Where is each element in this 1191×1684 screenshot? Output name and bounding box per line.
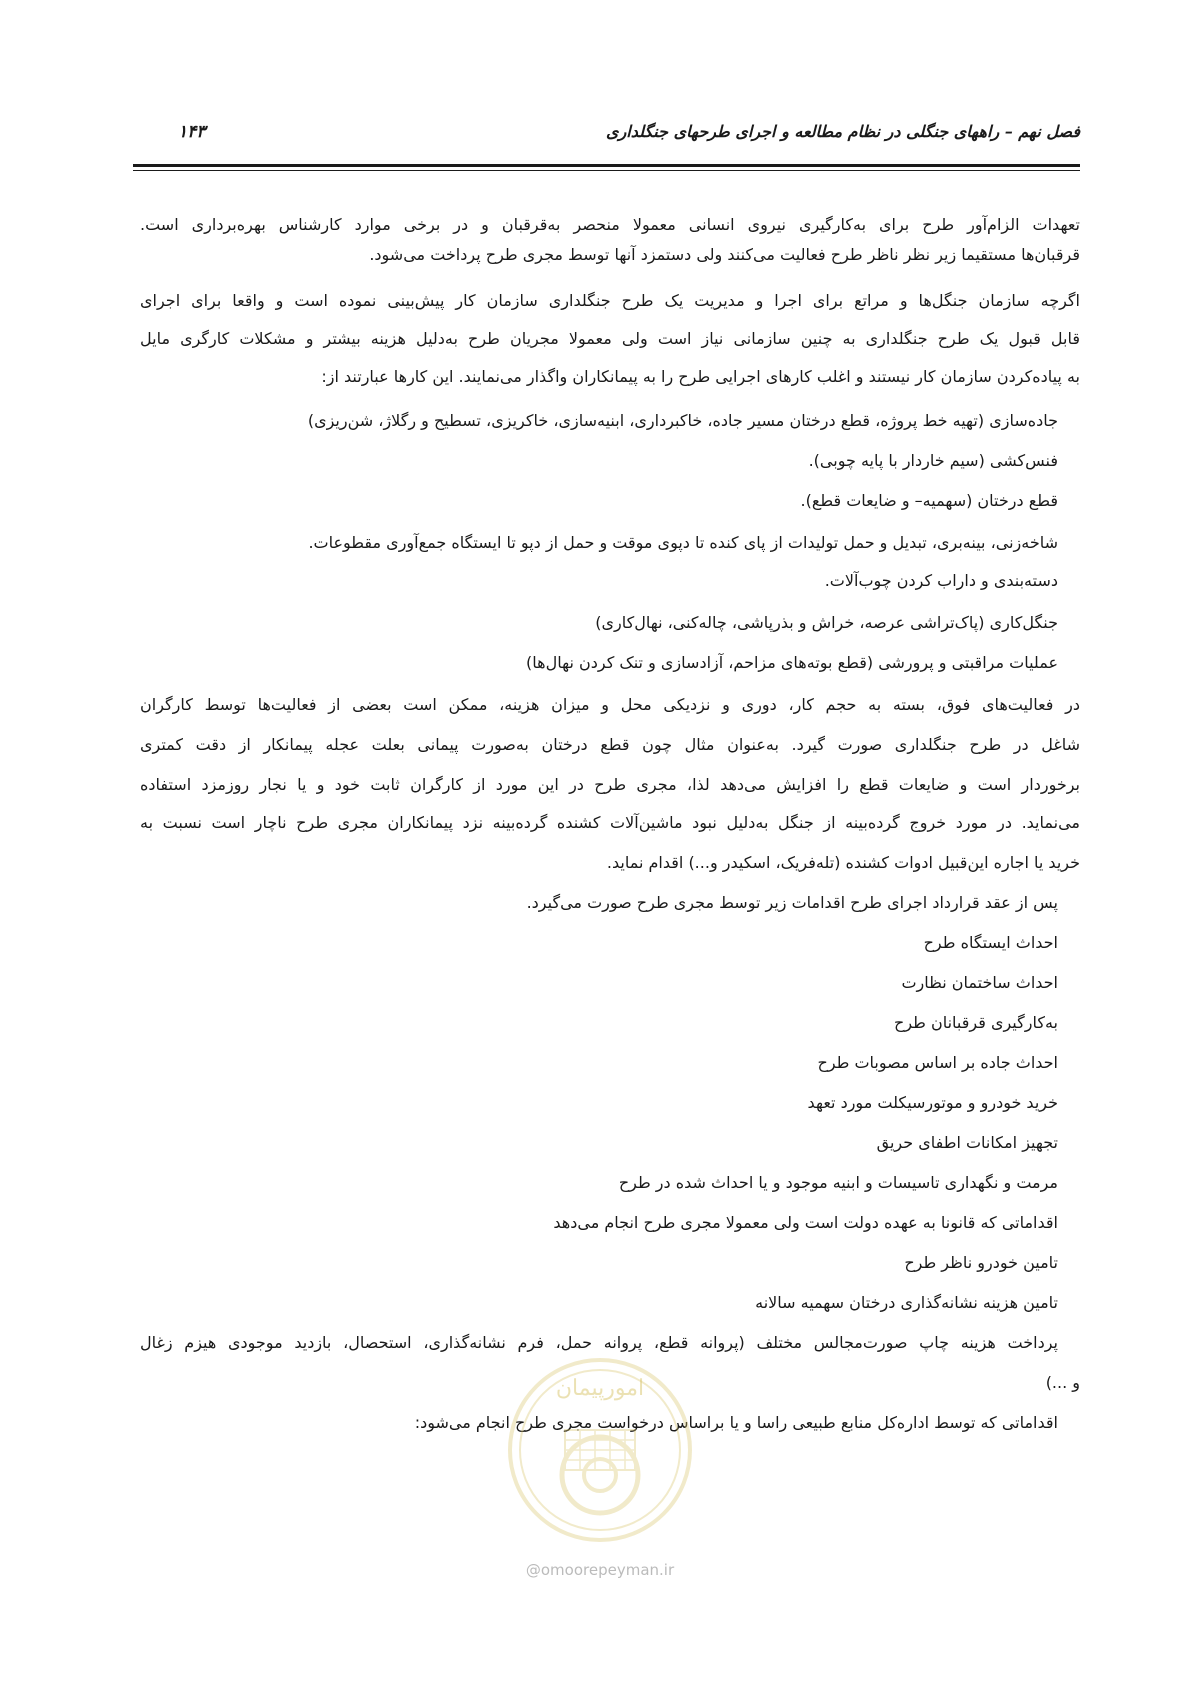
list-item: اقداماتی که قانونا به عهده دولت است ولی معمولا مجری طرح انجام می‌دهد bbox=[553, 1213, 1058, 1232]
list-item: عملیات مراقبتی و پرورشی (قطع بوته‌های مزاحم، آزادسازی و تنک کردن نهال‌ها) bbox=[526, 653, 1058, 672]
header-rule-thick bbox=[133, 164, 1080, 167]
paragraph-line: برخوردار است و ضایعات قطع را افزایش می‌دهد لذا، مجری طرح در این مورد از کارگران ثابت خود و یا نجار روزمزد استفاده bbox=[140, 775, 1080, 794]
paragraph-line: قابل قبول یک طرح جنگلداری به چنین سازمانی نیاز است ولی معمولا مجریان طرح به‌دلیل هزینه بیشتر و مشکلات کارگری مایل bbox=[140, 329, 1080, 348]
chapter-title: فصل نهم – راههای جنگلی در نظام مطالعه و اجرای طرحهای جنگلداری bbox=[606, 122, 1080, 141]
list-item: فنس‌کشی (سیم خاردار با پایه چوبی). bbox=[808, 451, 1058, 470]
list-item-continuation: و ...) bbox=[1045, 1373, 1080, 1392]
list-item: پرداخت هزینه چاپ صورت‌مجالس مختلف (پروانه قطع، پروانه حمل، فرم نشانه‌گذاری، استحصال، بازدید موجودی هیزم زغال bbox=[140, 1333, 1058, 1352]
page-number: ۱۴۳ bbox=[178, 122, 206, 142]
paragraph-line: اگرچه سازمان جنگل‌ها و مراتع برای اجرا و مدیریت یک طرح جنگلداری سازمان کار پیش‌بینی نموده است و واقعا برای اجرای bbox=[140, 291, 1080, 310]
list-item: جاده‌سازی (تهیه خط پروژه، قطع درختان مسیر جاده، خاکبرداری، ابنیه‌سازی، خاکریزی، تسطیح و رگلاژ، شن‌ریزی) bbox=[307, 411, 1058, 430]
watermark-logo-text: امورپیمان bbox=[555, 1376, 645, 1401]
list-item: تامین هزینه نشانه‌گذاری درختان سهمیه سالانه bbox=[755, 1293, 1058, 1312]
paragraph-line: شاغل در طرح جنگلداری صورت گیرد. به‌عنوان مثال چون قطع درختان به‌صورت پیمانی بعلت عجله پیمانکار از دقت کمتری bbox=[140, 735, 1080, 754]
watermark-seal-icon bbox=[495, 1340, 705, 1580]
closing-line: اقداماتی که توسط اداره‌کل منابع طبیعی راسا و یا براساس درخواست مجری طرح انجام می‌شود: bbox=[414, 1413, 1058, 1432]
list-item: قطع درختان (سهمیه– و ضایعات قطع). bbox=[800, 491, 1058, 510]
page-header bbox=[148, 122, 1080, 152]
paragraph-line: می‌نماید. در مورد خروج گرده‌بینه از جنگل به‌دلیل نبود ماشین‌آلات کشنده گرده‌بینه نزد پیمانکاران مجری طرح ناچار است نسبت به bbox=[140, 813, 1080, 832]
watermark-url: @omoorepeyman.ir bbox=[525, 1561, 675, 1579]
list-item: به‌کارگیری قرقبانان طرح bbox=[893, 1013, 1058, 1032]
list-item: جنگل‌کاری (پاک‌تراشی عرصه، خراش و بذرپاشی، چاله‌کنی، نهال‌کاری) bbox=[595, 613, 1058, 632]
paragraph-line: قرقبان‌ها مستقیما زیر نظر ناظر طرح فعالیت می‌کنند ولی دستمزد آنها توسط مجری طرح پرداخت می‌شود. bbox=[369, 245, 1080, 264]
list-item: احداث جاده بر اساس مصوبات طرح bbox=[817, 1053, 1058, 1072]
list-item: احداث ساختمان نظارت bbox=[901, 973, 1058, 992]
paragraph-line: به پیاده‌کردن سازمان کار نیستند و اغلب کارهای اجرایی طرح را به پیمانکاران واگذار می‌نمایند. این کارها عبارتند از: bbox=[321, 367, 1080, 386]
list-item: تجهیز امکانات اطفای حریق bbox=[876, 1133, 1058, 1152]
list-item: دسته‌بندی و داراب کردن چوب‌آلات. bbox=[824, 571, 1058, 590]
list-item: مرمت و نگهداری تاسیسات و ابنیه موجود و یا احداث شده در طرح bbox=[618, 1173, 1058, 1192]
paragraph-line: تعهدات الزام‌آور طرح برای به‌کارگیری نیروی انسانی معمولا منحصر به‌قرقبان و در برخی موارد کارشناس بهره‌برداری است. bbox=[140, 215, 1080, 234]
list-item: احداث ایستگاه طرح bbox=[923, 933, 1058, 952]
list-item: خرید خودرو و موتورسیکلت مورد تعهد bbox=[807, 1093, 1058, 1112]
list-item: شاخه‌زنی، بینه‌بری، تبدیل و حمل تولیدات از پای کنده تا دپوی موقت و حمل از دپو تا ایستگاه جمع‌آوری مقطوعات. bbox=[308, 533, 1058, 552]
list-item: تامین خودرو ناظر طرح bbox=[904, 1253, 1058, 1272]
paragraph-line: خرید یا اجاره این‌قبیل ادوات کشنده (تله‌فریک، اسکیدر و...) اقدام نماید. bbox=[606, 853, 1080, 872]
watermark-logo bbox=[495, 1340, 705, 1580]
paragraph-line: در فعالیت‌های فوق، بسته به حجم کار، دوری و نزدیکی محل و میزان هزینه، ممکن است بعضی از فعالیت‌ها توسط کارگران bbox=[140, 695, 1080, 714]
header-rule-thin bbox=[133, 170, 1080, 171]
paragraph-line: پس از عقد قرارداد اجرای طرح اقدامات زیر توسط مجری طرح صورت می‌گیرد. bbox=[526, 893, 1058, 912]
